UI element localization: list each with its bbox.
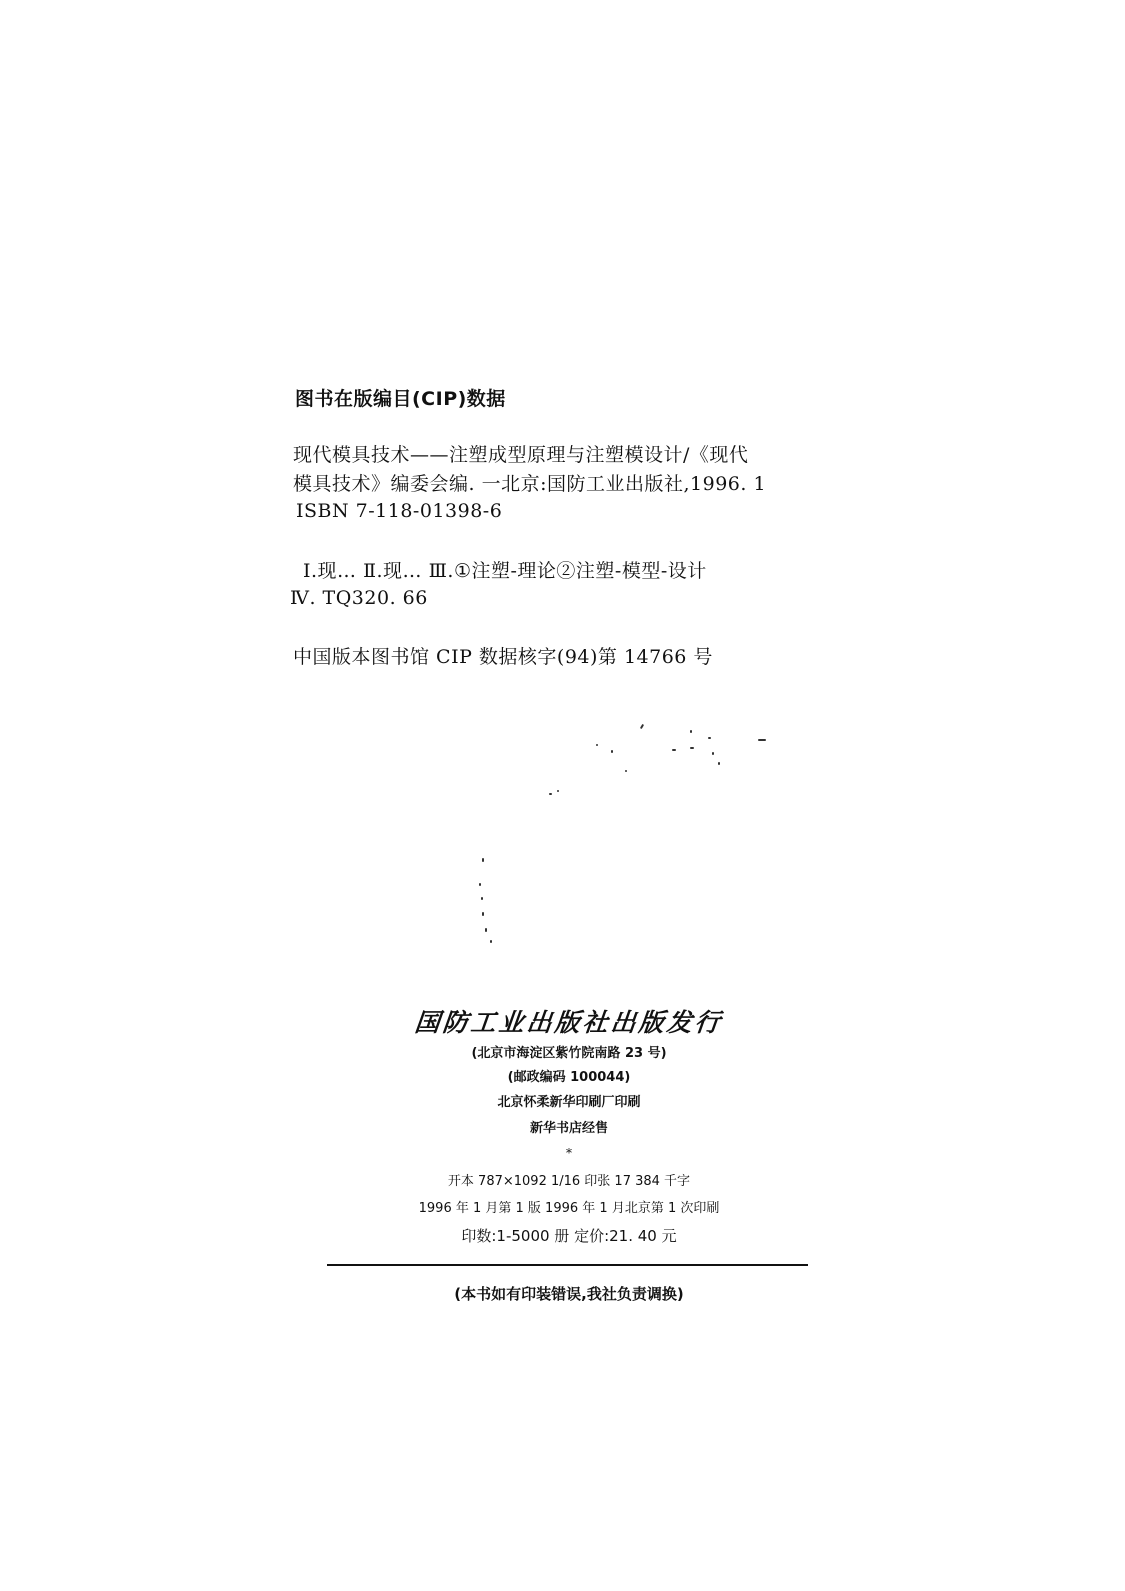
format-specs: 开本 787×1092 1/16 印张 17 384 千字 xyxy=(447,1174,691,1189)
scan-speck xyxy=(479,883,481,886)
postal-code: (邮政编码 100044) xyxy=(507,1070,631,1085)
publisher-address: (北京市海淀区紫竹院南路 23 号) xyxy=(471,1046,667,1061)
scan-speck xyxy=(718,762,720,765)
edition-info: 1996 年 1 月第 1 版 1996 年 1 月北京第 1 次印刷 xyxy=(418,1201,720,1216)
scan-speck xyxy=(611,750,613,753)
scan-speck xyxy=(482,912,484,916)
cip-title-line-1: 现代模具技术——注塑成型原理与注塑模设计/《现代 xyxy=(293,444,749,466)
scan-speck xyxy=(690,730,692,733)
scan-speck xyxy=(549,793,552,795)
scan-speck xyxy=(672,749,676,751)
scan-speck xyxy=(482,858,484,862)
cip-isbn: ISBN 7-118-01398-6 xyxy=(296,500,503,522)
cip-title-line-2: 模具技术》编委会编. 一北京:国防工业出版社,1996. 1 xyxy=(293,473,767,495)
scan-speck xyxy=(708,737,711,739)
defect-notice: (本书如有印装错误,我社负责调换) xyxy=(454,1285,684,1303)
scan-speck xyxy=(712,752,714,755)
cip-approval-number: 中国版本图书馆 CIP 数据核字(94)第 14766 号 xyxy=(293,646,713,668)
scan-speck xyxy=(481,897,483,900)
scan-speck xyxy=(758,739,766,741)
scan-speck xyxy=(485,928,487,932)
scan-speck xyxy=(640,724,644,729)
scan-speck xyxy=(557,790,559,792)
scan-speck xyxy=(596,744,598,746)
scan-speck xyxy=(490,940,492,943)
cip-subjects: Ⅰ.现… Ⅱ.现… Ⅲ.①注塑-理论②注塑-模型-设计 xyxy=(303,560,707,582)
printer: 北京怀柔新华印刷厂印刷 xyxy=(497,1095,641,1110)
publisher-name: 国防工业出版社出版发行 xyxy=(413,1008,725,1037)
cip-classification: Ⅳ. TQ320. 66 xyxy=(290,587,428,609)
distributor: 新华书店经售 xyxy=(529,1121,608,1136)
scan-speck xyxy=(690,747,694,749)
cip-heading: 图书在版编目(CIP)数据 xyxy=(295,388,506,410)
horizontal-rule xyxy=(327,1264,808,1266)
separator-star: * xyxy=(566,1146,572,1160)
scan-speck xyxy=(625,770,627,772)
print-run-and-price: 印数:1-5000 册 定价:21. 40 元 xyxy=(461,1227,677,1245)
